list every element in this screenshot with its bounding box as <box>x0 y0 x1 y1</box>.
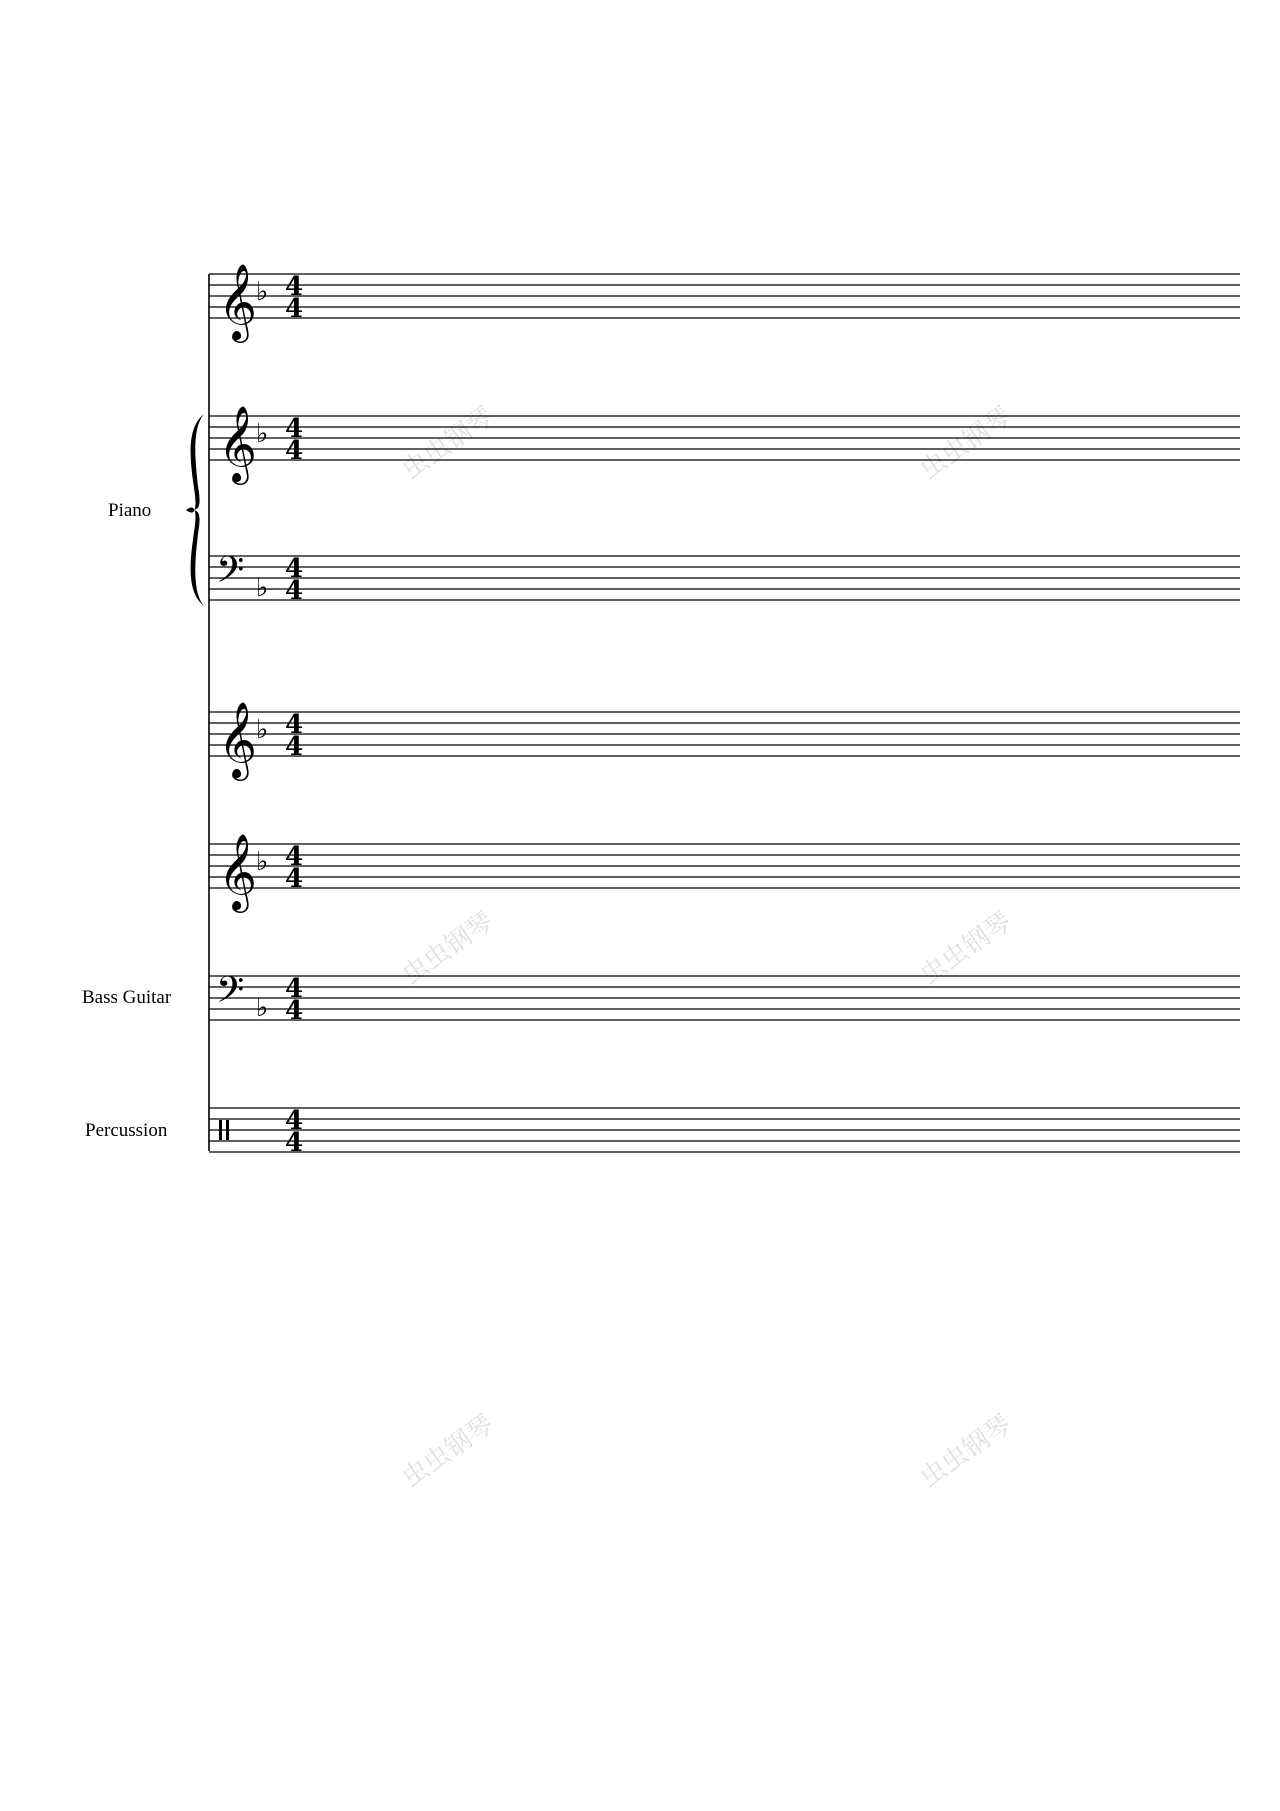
time-signature-bottom: 4 <box>285 436 304 466</box>
time-signature-bottom: 4 <box>285 294 304 324</box>
time-signature-top: 4 <box>285 1106 304 1136</box>
staff-3 <box>209 549 1240 606</box>
time-signature-top: 4 <box>285 710 304 740</box>
flat-icon: ♭ <box>256 277 269 307</box>
flat-icon: ♭ <box>256 419 269 449</box>
treble-clef-icon: 𝄞 <box>218 405 258 482</box>
bass-clef-icon: 𝄢 <box>216 549 245 600</box>
staff-2 <box>209 405 1240 485</box>
staff-6 <box>209 969 1240 1026</box>
staff-5 <box>209 833 1240 913</box>
instrument-label-piano: Piano <box>108 500 152 521</box>
time-signature-bottom: 4 <box>285 864 304 894</box>
time-signature-top: 4 <box>285 842 304 872</box>
watermark: 虫虫钢琴 <box>396 1409 500 1494</box>
time-signature-top: 4 <box>285 272 304 302</box>
watermark: 虫虫钢琴 <box>914 906 1018 991</box>
time-signature-top: 4 <box>285 974 304 1004</box>
staff-4 <box>209 701 1240 781</box>
watermark: 虫虫钢琴 <box>914 401 1018 486</box>
staff-1 <box>209 263 1240 343</box>
time-signature-bottom: 4 <box>285 996 304 1026</box>
flat-icon: ♭ <box>256 715 269 745</box>
time-signature-top: 4 <box>285 414 304 444</box>
time-signature-bottom: 4 <box>285 732 304 762</box>
bass-clef-icon: 𝄢 <box>216 969 245 1020</box>
piano-brace <box>186 414 204 606</box>
watermark: 虫虫钢琴 <box>914 1409 1018 1494</box>
treble-clef-icon: 𝄞 <box>218 701 258 778</box>
flat-icon: ♭ <box>256 993 269 1023</box>
flat-icon: ♭ <box>256 573 269 603</box>
time-signature-top: 4 <box>285 554 304 584</box>
time-signature-bottom: 4 <box>285 1128 304 1158</box>
instrument-label-percussion: Percussion <box>85 1120 168 1141</box>
watermarks <box>397 401 1017 1493</box>
flat-icon: ♭ <box>256 847 269 877</box>
time-signature-bottom: 4 <box>285 576 304 606</box>
staves <box>209 263 1240 1158</box>
instrument-label-bass-guitar: Bass Guitar <box>82 987 172 1008</box>
treble-clef-icon: 𝄞 <box>218 263 258 340</box>
staff-7 <box>209 1106 1240 1158</box>
watermark: 虫虫钢琴 <box>396 401 500 486</box>
watermark: 虫虫钢琴 <box>396 906 500 991</box>
treble-clef-icon: 𝄞 <box>218 833 258 910</box>
